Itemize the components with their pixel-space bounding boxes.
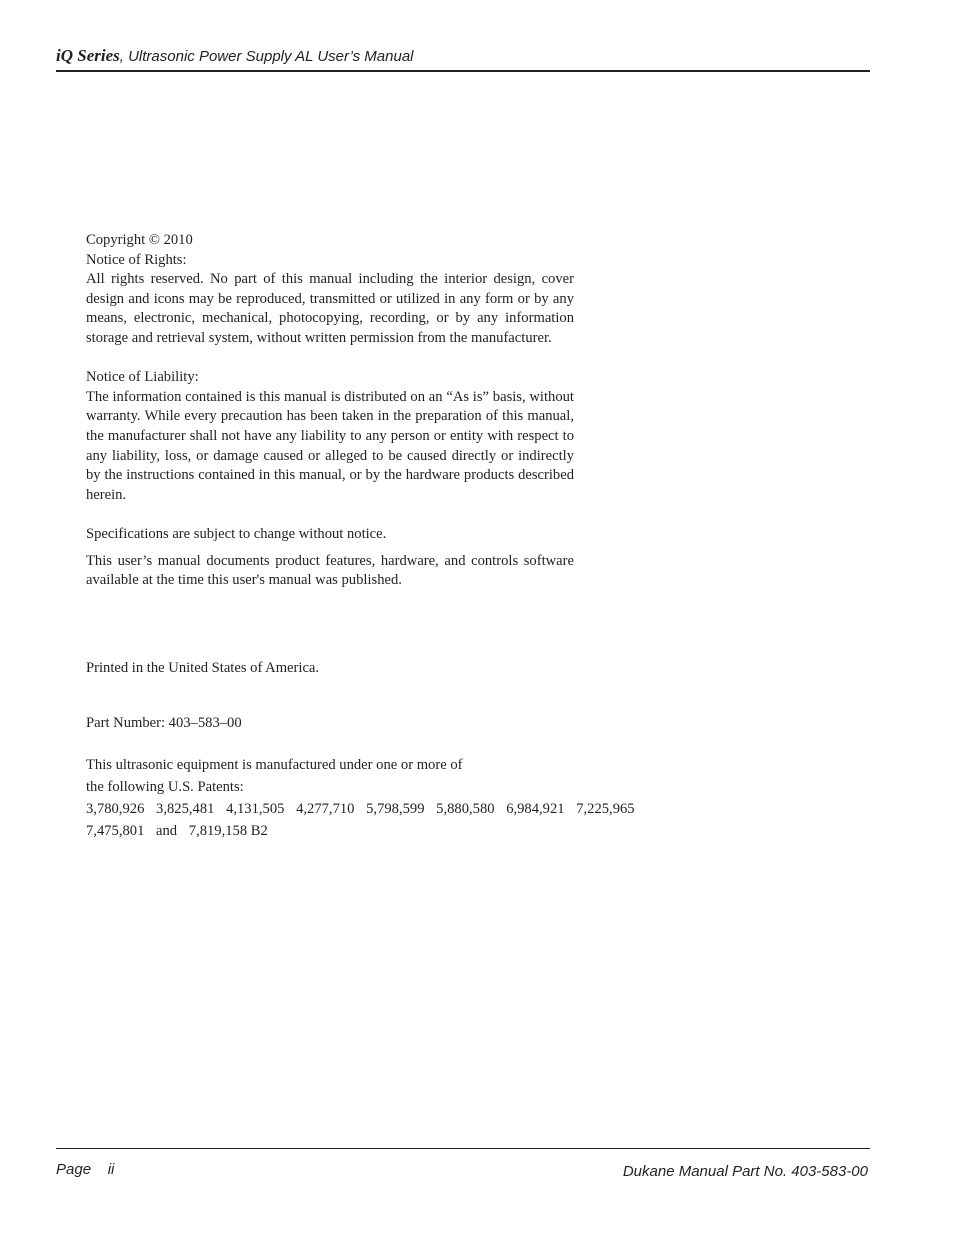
patent-number: 7,475,801 (86, 822, 145, 839)
page-header (56, 46, 870, 72)
manual-notice: This user’s manual documents product features, hardware, and controls software available at the time this user's manual was published. (86, 552, 574, 589)
manual-part-number: Dukane Manual Part No. 403-583-00 (622, 1163, 868, 1180)
patent-number: 5,880,580 (436, 800, 495, 817)
patent-number: 3,825,481 (156, 800, 215, 817)
patent-conjunction: and (156, 822, 178, 839)
copyright-line: Copyright © 2010 (86, 232, 193, 248)
patent-number: 7,819,158 B2 (188, 822, 268, 839)
page-footer (56, 1148, 870, 1180)
part-number: Part Number: 403–583–00 (86, 715, 242, 732)
patent-number: 4,277,710 (296, 800, 355, 817)
specs-notice: Specifications are subject to change without notice. (86, 525, 387, 542)
rights-text: All rights reserved. No part of this manual including the interior design, cover design and icons may be reproduced, transmitted or utilized in any form or by any means, electronic, mechanical, photocopying, recording, or by any information storage and retrieval system, without written permission from the manufacturer. (86, 271, 574, 346)
patents-row-1 (86, 798, 646, 820)
patents-section (86, 754, 646, 842)
patent-number: 3,780,926 (86, 800, 145, 817)
patent-number: 4,131,505 (226, 800, 285, 817)
patent-number: 7,225,965 (576, 800, 635, 817)
printed-line: Printed in the United States of America. (86, 659, 320, 676)
patent-number: 5,798,599 (366, 800, 425, 817)
page-number: Page ii (56, 1161, 115, 1178)
notice-content (86, 231, 635, 842)
rights-heading: Notice of Rights: (86, 251, 187, 268)
patents-intro-line2: the following U.S. Patents: (86, 778, 244, 795)
liability-text: The information contained is this manual is distributed on an “As is” basis, without warranty. While every precaution has been taken in the preparation of this manual, the manufacturer shall not have any liability to any person or entity with respect to any liability, loss, or damage caused or alleged to be caused directly or indirectly by the instructions contained in this manual, or by the hardware products described herein. (86, 388, 574, 503)
patent-number: 6,984,921 (506, 800, 565, 817)
liability-heading: Notice of Liability: (86, 369, 199, 386)
header-series-name: iQ Series (56, 46, 120, 65)
patents-row-2 (86, 820, 646, 842)
patents-intro-line1: This ultrasonic equipment is manufactured under one or more of (86, 756, 463, 773)
header-subtitle: , Ultrasonic Power Supply AL User’s Manual (119, 48, 414, 65)
